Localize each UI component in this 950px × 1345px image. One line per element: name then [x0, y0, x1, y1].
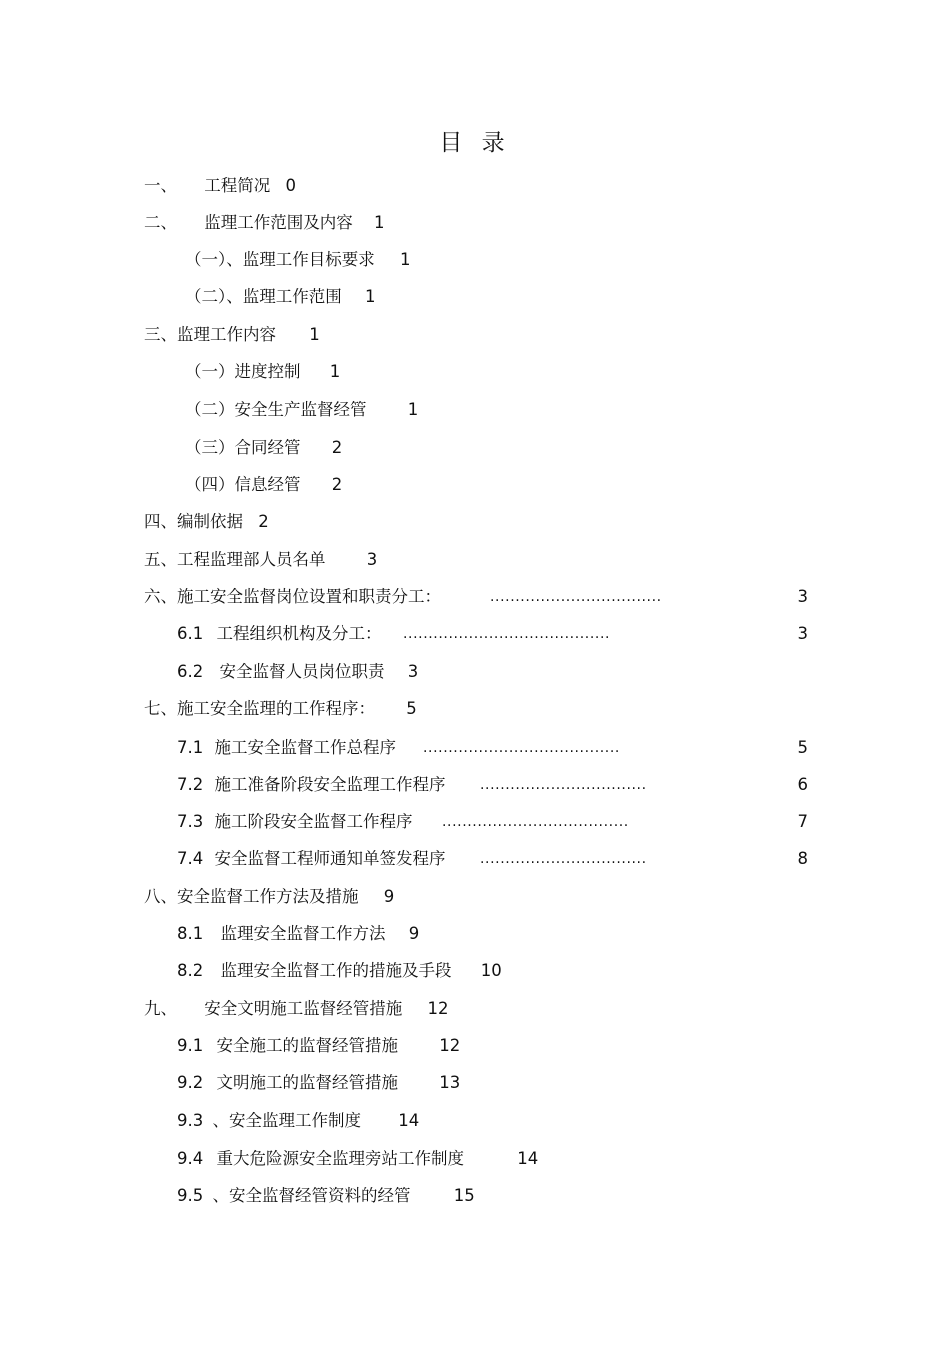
toc-leader: ....................................... [423, 740, 620, 756]
toc-number: 6.1 [177, 624, 204, 643]
toc-label: 八、安全监督工作方法及措施 [144, 887, 359, 906]
toc-page: 1 [407, 400, 419, 419]
toc-leader: ......................................... [403, 626, 611, 642]
toc-label: 安全监督人员岗位职责 [219, 662, 385, 681]
toc-label: 三、监理工作内容 [144, 325, 276, 344]
toc-page: 5 [406, 699, 417, 718]
toc-entry[interactable] [177, 1071, 460, 1095]
toc-number: 九、 [144, 999, 177, 1018]
toc-page: 2 [331, 475, 343, 494]
toc-page: 12 [427, 999, 449, 1018]
toc-entry[interactable] [185, 436, 342, 460]
toc-page: 1 [309, 325, 320, 344]
toc-page: 14 [398, 1111, 420, 1130]
toc-page: 14 [517, 1149, 539, 1168]
toc-page: 1 [329, 362, 341, 381]
toc-page: 10 [480, 961, 502, 980]
toc-number: 7.2 [177, 775, 204, 794]
toc-page: 6 [797, 775, 808, 794]
toc-entry[interactable] [185, 473, 342, 497]
toc-entry[interactable] [144, 174, 296, 198]
toc-leader: ..................................... [442, 814, 629, 830]
toc-leader: ................................. [480, 851, 647, 867]
toc-leader: ................................. [480, 777, 647, 793]
toc-label: 四、编制依据 [144, 512, 243, 531]
toc-label: 监理工作范围及内容 [204, 213, 353, 232]
toc-entry[interactable] [177, 660, 418, 684]
toc-page: 1 [374, 213, 385, 232]
toc-number: 7.3 [177, 812, 204, 831]
toc-number: 9.4 [177, 1149, 204, 1168]
toc-page: 15 [453, 1186, 475, 1205]
toc-label: 施工安全监督工作总程序 [214, 738, 396, 757]
toc-label: 文明施工的监督经管措施 [216, 1073, 398, 1092]
toc-entry[interactable] [177, 1147, 538, 1171]
toc-entry[interactable] [177, 773, 446, 797]
toc-leader: .................................. [490, 589, 662, 605]
toc-number: 二、 [144, 213, 177, 232]
toc-page: 12 [439, 1036, 461, 1055]
toc-number: 9.3 [177, 1111, 204, 1130]
toc-number: 9.5 [177, 1186, 204, 1205]
toc-label: （二）、监理工作范围 [185, 287, 342, 306]
toc-number: 7.4 [177, 849, 204, 868]
toc-page: 5 [797, 738, 808, 757]
toc-label: （二）安全生产监督经管 [185, 400, 367, 419]
toc-label: （四）信息经管 [185, 475, 301, 494]
toc-entry[interactable] [177, 847, 446, 871]
toc-entry[interactable] [177, 810, 413, 834]
toc-label: 五、工程监理部人员名单 [144, 550, 326, 569]
toc-page: 3 [797, 587, 808, 606]
toc-entry[interactable] [144, 997, 449, 1021]
toc-entry[interactable] [177, 1109, 419, 1133]
toc-page: 1 [365, 287, 376, 306]
toc-label: 工程简况 [204, 176, 271, 195]
toc-entry[interactable] [177, 922, 419, 946]
toc-page: 2 [331, 438, 343, 457]
toc-label: 、安全监理工作制度 [212, 1111, 361, 1130]
toc-page: 3 [366, 550, 378, 569]
toc-label: （一）、监理工作目标要求 [185, 250, 375, 269]
toc-label: 七、施工安全监理的工作程序： [144, 699, 375, 718]
toc-label: 监理安全监督工作方法 [220, 924, 386, 943]
toc-entry[interactable] [177, 1184, 475, 1208]
toc-label: 重大危险源安全监理旁站工作制度 [216, 1149, 464, 1168]
toc-label: 工程组织机构及分工： [216, 624, 382, 643]
toc-number: 9.2 [177, 1073, 204, 1092]
page-title: 目 录 [439, 130, 511, 156]
toc-label: （三）合同经管 [185, 438, 301, 457]
toc-entry[interactable] [144, 585, 441, 609]
toc-label: 六、施工安全监督岗位设置和职责分工： [144, 587, 441, 606]
toc-label: 、安全监督经管资料的经管 [212, 1186, 411, 1205]
toc-entry[interactable] [185, 398, 418, 422]
toc-entry[interactable] [177, 736, 396, 760]
toc-number: 8.1 [177, 924, 204, 943]
toc-number: 8.2 [177, 961, 204, 980]
toc-label: 施工阶段安全监督工作程序 [214, 812, 413, 831]
toc-entry[interactable] [144, 697, 417, 721]
toc-entry[interactable] [177, 622, 382, 646]
toc-page: 9 [383, 887, 395, 906]
toc-label: 施工准备阶段安全监理工作程序 [214, 775, 446, 794]
toc-label: 安全监督工程师通知单签发程序 [214, 849, 446, 868]
toc-entry[interactable] [177, 1034, 460, 1058]
toc-entry[interactable] [185, 360, 340, 384]
toc-page: 2 [258, 512, 269, 531]
toc-label: 监理安全监督工作的措施及手段 [220, 961, 452, 980]
toc-page: 3 [407, 662, 419, 681]
toc-entry[interactable] [185, 248, 411, 272]
toc-page: 13 [439, 1073, 461, 1092]
toc-label: （一）进度控制 [185, 362, 301, 381]
toc-page: 8 [797, 849, 808, 868]
toc-number: 7.1 [177, 738, 204, 757]
toc-page: 9 [408, 924, 420, 943]
toc-entry[interactable] [185, 285, 376, 309]
toc-label: 安全施工的监督经管措施 [216, 1036, 398, 1055]
toc-number: 9.1 [177, 1036, 204, 1055]
toc-number: 一、 [144, 176, 177, 195]
toc-page: 7 [797, 812, 808, 831]
toc-page: 0 [285, 176, 296, 195]
toc-entry[interactable] [144, 323, 320, 347]
toc-entry[interactable] [144, 548, 377, 572]
toc-label: 安全文明施工监督经管措施 [204, 999, 403, 1018]
toc-page: 1 [400, 250, 411, 269]
toc-page: 3 [797, 624, 808, 643]
toc-number: 6.2 [177, 662, 204, 681]
toc-entry[interactable] [144, 510, 269, 534]
toc-entry[interactable] [144, 885, 394, 909]
toc-entry[interactable] [177, 959, 502, 983]
toc-entry[interactable] [144, 211, 385, 235]
